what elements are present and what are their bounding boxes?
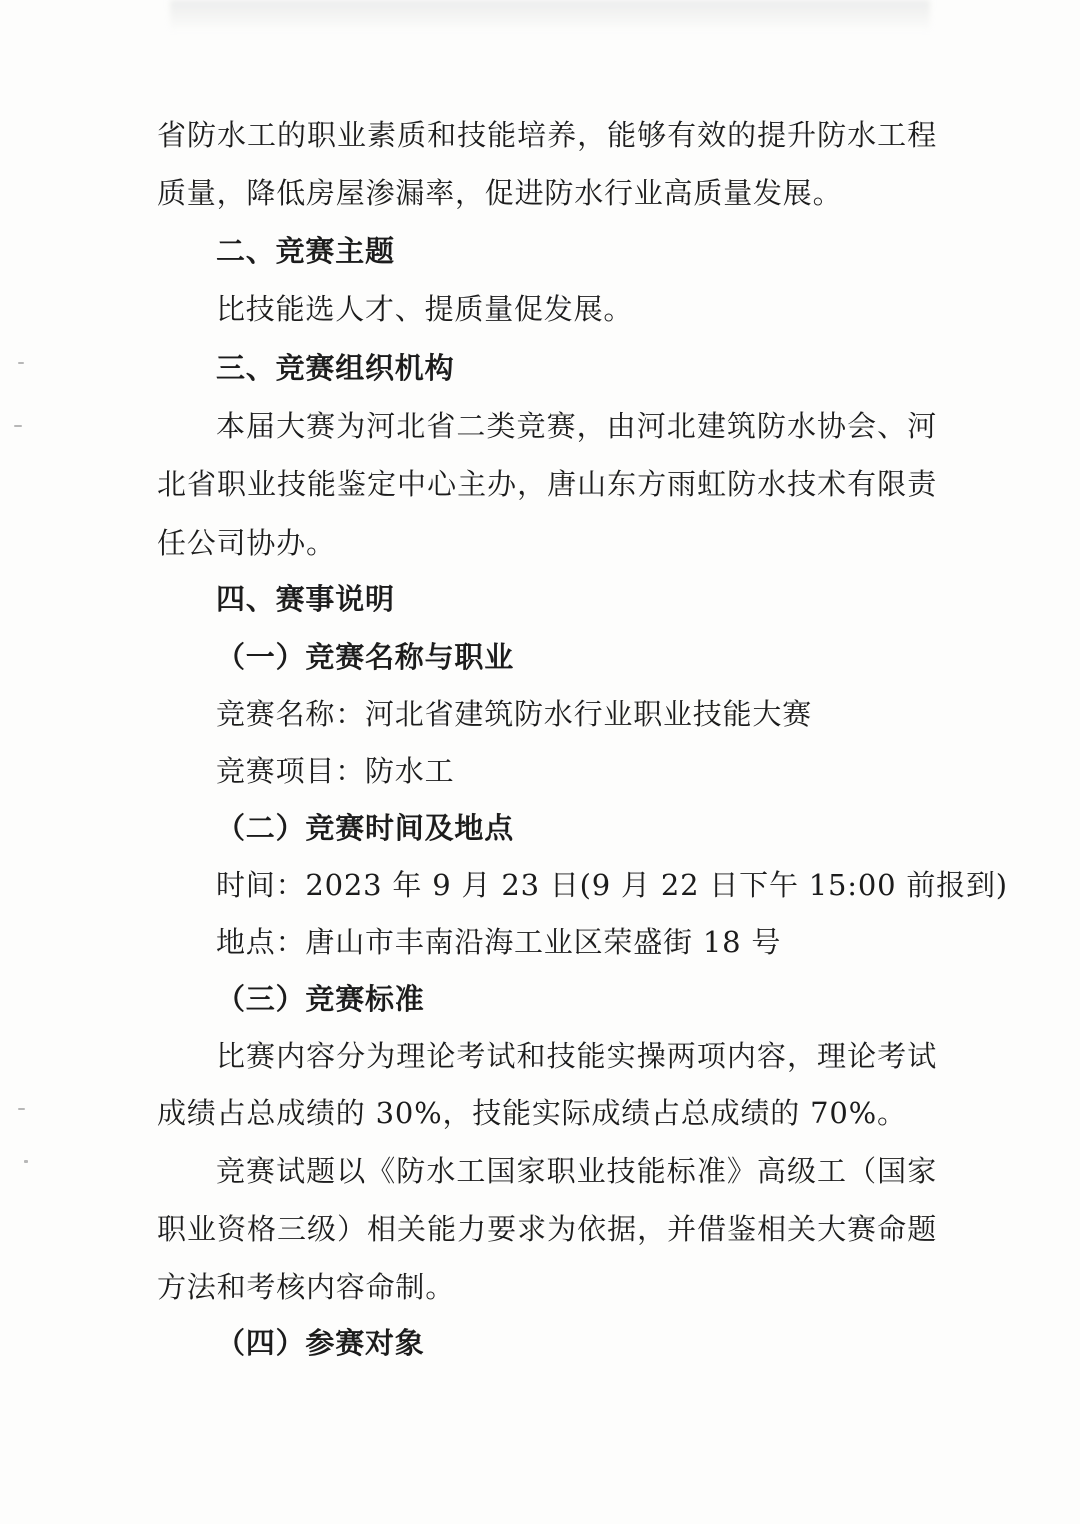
body-text-line: 职业资格三级）相关能力要求为依据，并借鉴相关大赛命题 — [157, 1212, 937, 1246]
body-text-line: 地点：唐山市丰南沿海工业区荣盛街 18 号 — [216, 925, 782, 959]
section-heading-theme: 二、竞赛主题 — [216, 234, 395, 268]
body-text-line: 比技能选人才、提质量促发展。 — [216, 292, 634, 326]
scan-shadow — [170, 0, 930, 32]
body-text-line: 任公司协办。 — [157, 526, 336, 560]
body-text-line: 方法和考核内容命制。 — [157, 1270, 456, 1304]
body-text-line: 竞赛名称：河北省建筑防水行业职业技能大赛 — [216, 697, 813, 731]
body-text-line: 竞赛试题以《防水工国家职业技能标准》高级工（国家 — [216, 1154, 937, 1188]
subsection-heading-name: （一）竞赛名称与职业 — [216, 640, 515, 674]
body-text-line: 成绩占总成绩的 30%，技能实际成绩占总成绩的 70%。 — [157, 1096, 907, 1130]
body-text-line: 竞赛项目：防水工 — [216, 754, 455, 788]
body-text-line: 北省职业技能鉴定中心主办，唐山东方雨虹防水技术有限责 — [157, 467, 937, 501]
scan-speck — [18, 1108, 25, 1110]
scan-speck — [24, 1160, 28, 1163]
subsection-heading-time-place: （二）竞赛时间及地点 — [216, 811, 515, 845]
section-heading-description: 四、赛事说明 — [216, 582, 395, 616]
body-text-line: 本届大赛为河北省二类竞赛，由河北建筑防水协会、河 — [216, 409, 937, 443]
section-heading-organization: 三、竞赛组织机构 — [216, 351, 455, 385]
body-text-line: 时间：2023 年 9 月 23 日(9 月 22 日下午 15:00 前报到) — [216, 868, 1008, 902]
subsection-heading-standard: （三）竞赛标准 — [216, 982, 425, 1016]
scan-speck — [18, 362, 24, 364]
subsection-heading-participants: （四）参赛对象 — [216, 1326, 425, 1360]
body-text-line: 省防水工的职业素质和技能培养，能够有效的提升防水工程 — [157, 118, 937, 152]
body-text-line: 质量，降低房屋渗漏率，促进防水行业高质量发展。 — [157, 176, 843, 210]
body-text-line: 比赛内容分为理论考试和技能实操两项内容，理论考试 — [216, 1039, 937, 1073]
scan-speck — [14, 425, 22, 427]
